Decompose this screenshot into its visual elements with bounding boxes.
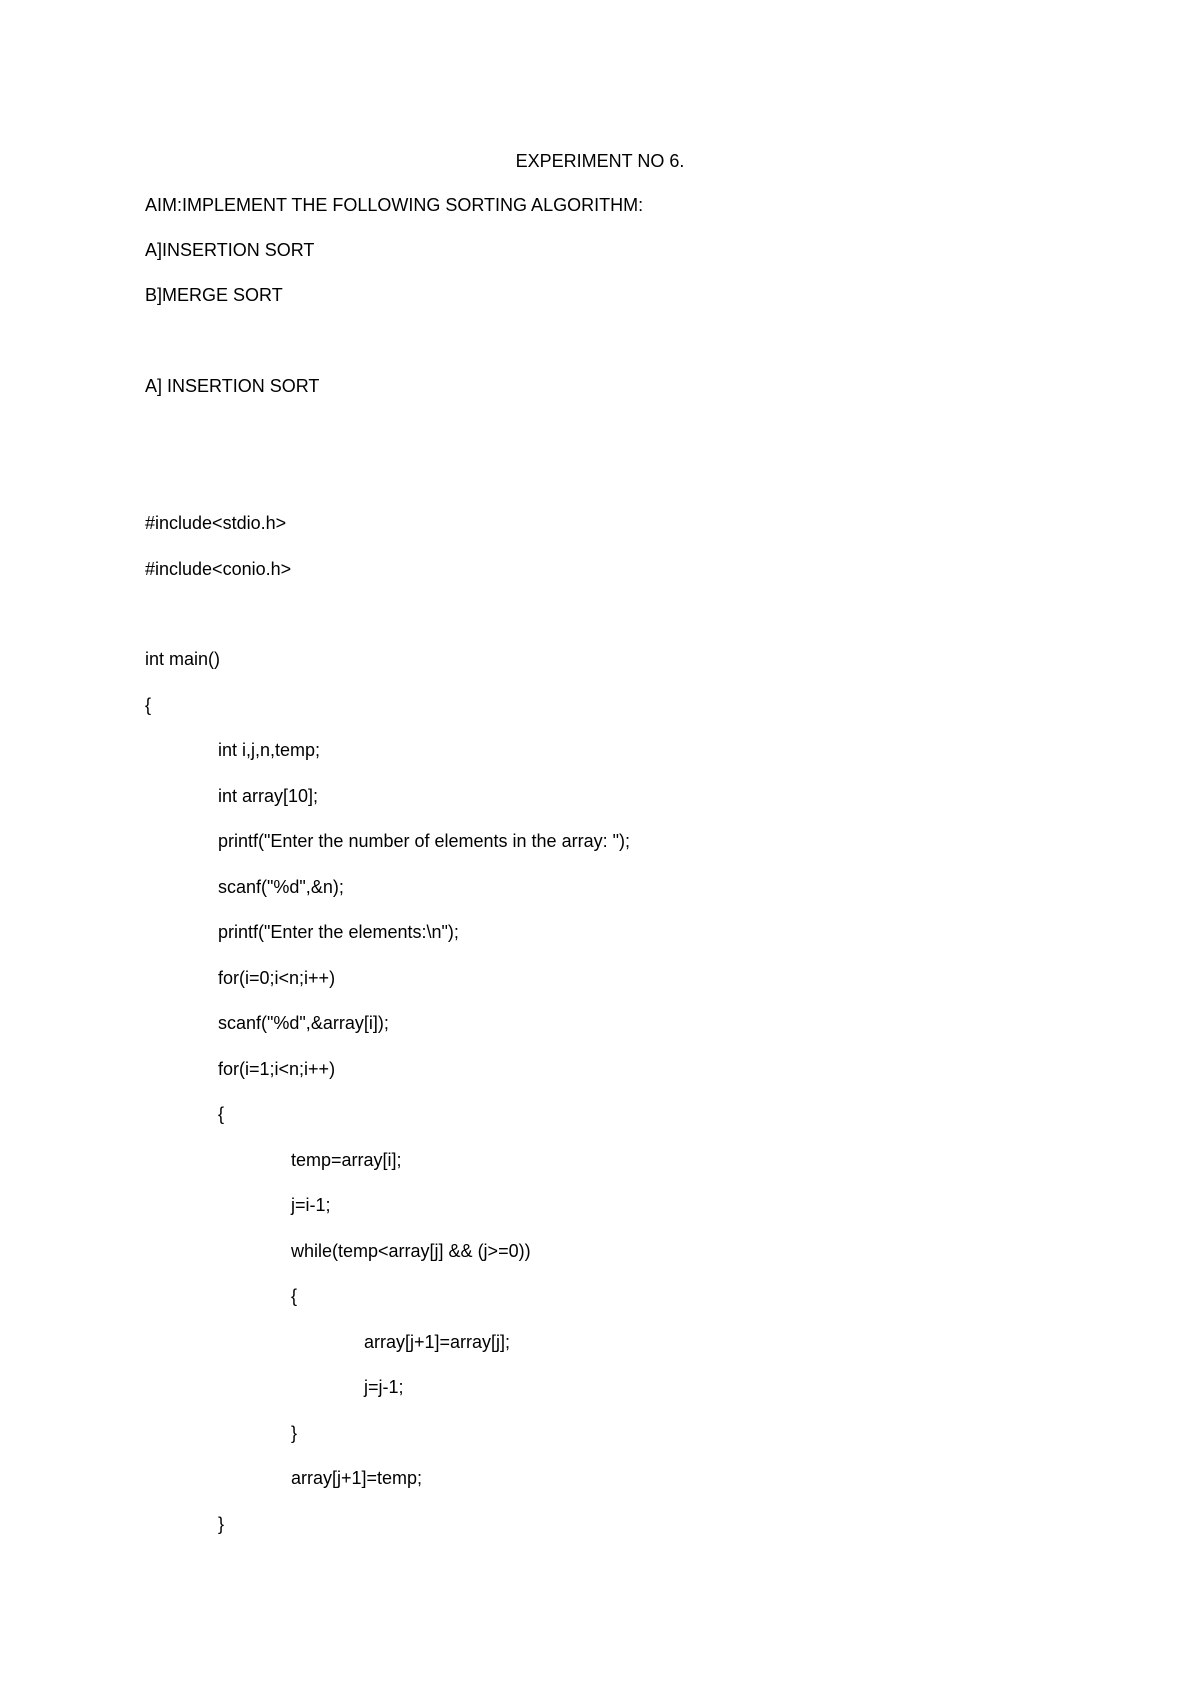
list-item-merge-sort: B]MERGE SORT [145,285,283,305]
code-line: for(i=0;i<n;i++) [218,968,336,988]
code-line: #include<stdio.h> [145,513,287,533]
code-line: for(i=1;i<n;i++) [218,1059,336,1079]
code-line: scanf("%d",&n); [218,877,344,897]
page-title: EXPERIMENT NO 6. [515,151,685,171]
code-line: { [145,695,152,715]
code-line: array[j+1]=array[j]; [364,1332,511,1352]
code-line: #include<conio.h> [145,559,292,579]
code-line: array[j+1]=temp; [291,1468,423,1488]
aim-text: AIM:IMPLEMENT THE FOLLOWING SORTING ALGORITHM: [145,195,644,215]
code-line: int array[10]; [218,786,319,806]
code-line: j=i-1; [291,1195,331,1215]
code-line: while(temp<array[j] && (j>=0)) [291,1241,531,1261]
code-line: printf("Enter the elements:\n"); [218,922,459,942]
list-item-insertion-sort: A]INSERTION SORT [145,240,315,260]
code-line: } [218,1514,225,1534]
section-heading: A] INSERTION SORT [145,376,320,396]
code-line: } [291,1423,298,1443]
code-line: int main() [145,649,221,669]
code-line: temp=array[i]; [291,1150,402,1170]
code-line: printf("Enter the number of elements in the array: "); [218,831,630,851]
code-line: scanf("%d",&array[i]); [218,1013,389,1033]
code-line: int i,j,n,temp; [218,740,321,760]
code-line: { [218,1104,225,1124]
code-line: { [291,1286,298,1306]
code-line: j=j-1; [364,1377,404,1397]
